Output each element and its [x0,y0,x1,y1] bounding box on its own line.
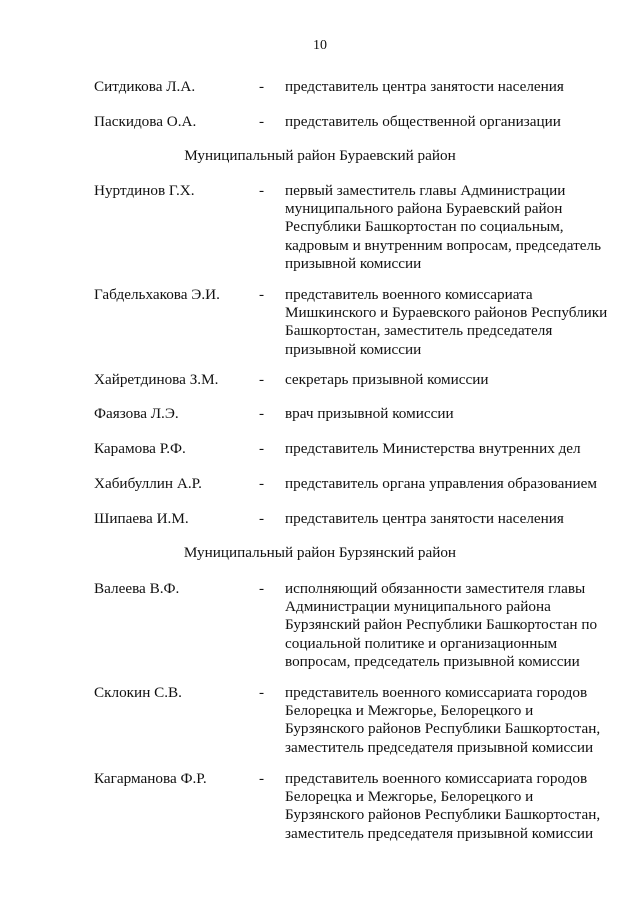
member-role [285,286,615,359]
member-role [285,580,615,671]
role-line: представитель центра занятости населения [285,78,564,95]
member-name: Склокин С.В. [94,684,182,701]
dash-separator: - [259,182,265,199]
member-name: Кагарманова Ф.Р. [94,770,207,787]
dash-separator: - [259,440,265,457]
member-role [285,78,615,96]
member-name: Хайретдинова З.М. [94,371,219,388]
role-line: представитель военного комиссариата городов [285,770,588,787]
role-line: врач призывной комиссии [285,405,454,422]
member-role [285,113,615,131]
role-line: кадровым и внутренним вопросам, председатель [285,236,601,254]
role-line: муниципального района Бураевский район [285,200,563,218]
role-line: первый заместитель главы Администрации [285,182,566,199]
role-line: Мишкинского и Бураевского районов Республики [285,304,608,322]
role-line: Администрации муниципального района [285,598,551,616]
role-line: Бурзянского районов Республики Башкортостан, [285,806,601,824]
role-line: заместитель председателя призывной комиссии [285,824,594,842]
dash-separator: - [259,580,265,597]
member-name: Ситдикова Л.А. [94,78,196,95]
role-line: секретарь призывной комиссии [285,371,489,388]
role-line: представитель общественной организации [285,113,561,130]
dash-separator: - [259,371,265,388]
dash-separator: - [259,78,265,95]
role-line: призывной комиссии [285,254,422,272]
dash-separator: - [259,510,265,527]
member-role [285,510,615,528]
role-line: Белорецка и Межгорье, Белорецкого и [285,702,534,720]
page-number: 10 [313,38,327,53]
dash-separator: - [259,113,265,130]
member-name: Нуртдинов Г.Х. [94,182,195,199]
role-line: социальной политике и организационным [285,634,558,652]
role-line: представитель Министерства внутренних дел [285,440,581,457]
member-name: Валеева В.Ф. [94,580,180,597]
member-name: Карамова Р.Ф. [94,440,186,457]
member-role [285,371,615,389]
role-line: Республики Башкортостан по социальным, [285,218,564,236]
role-line: заместитель председателя призывной комиссии [285,738,594,756]
member-role [285,475,615,493]
dash-separator: - [259,405,265,422]
role-line: представитель военного комиссариата [285,286,533,303]
section-title: Муниципальный район Бураевский район [184,147,456,164]
role-line: Белорецка и Межгорье, Белорецкого и [285,788,534,806]
section-title: Муниципальный район Бурзянский район [183,544,457,561]
member-role [285,684,615,757]
dash-separator: - [259,684,265,701]
member-name: Габдельхакова Э.И. [94,286,220,303]
member-role [285,770,615,843]
role-line: представитель военного комиссариата городов [285,684,588,701]
dash-separator: - [259,286,265,303]
dash-separator: - [259,770,265,787]
member-name: Шипаева И.М. [94,510,189,527]
member-name: Хабибуллин А.Р. [94,475,202,492]
dash-separator: - [259,475,265,492]
role-line: представитель органа управления образованием [285,475,597,492]
member-name: Фаязова Л.Э. [94,405,179,422]
member-role [285,182,615,273]
role-line: исполняющий обязанности заместителя главы [285,580,586,597]
role-line: призывной комиссии [285,340,422,358]
role-line: представитель центра занятости населения [285,510,564,527]
member-name: Паскидова О.А. [94,113,197,130]
role-line: Бурзянский район Республики Башкортостан по [285,616,598,634]
member-role [285,405,615,423]
role-line: вопросам, председатель призывной комиссии [285,652,580,670]
member-role [285,440,615,458]
role-line: Бурзянского районов Республики Башкортостан, [285,720,601,738]
role-line: Башкортостан, заместитель председателя [285,322,553,340]
